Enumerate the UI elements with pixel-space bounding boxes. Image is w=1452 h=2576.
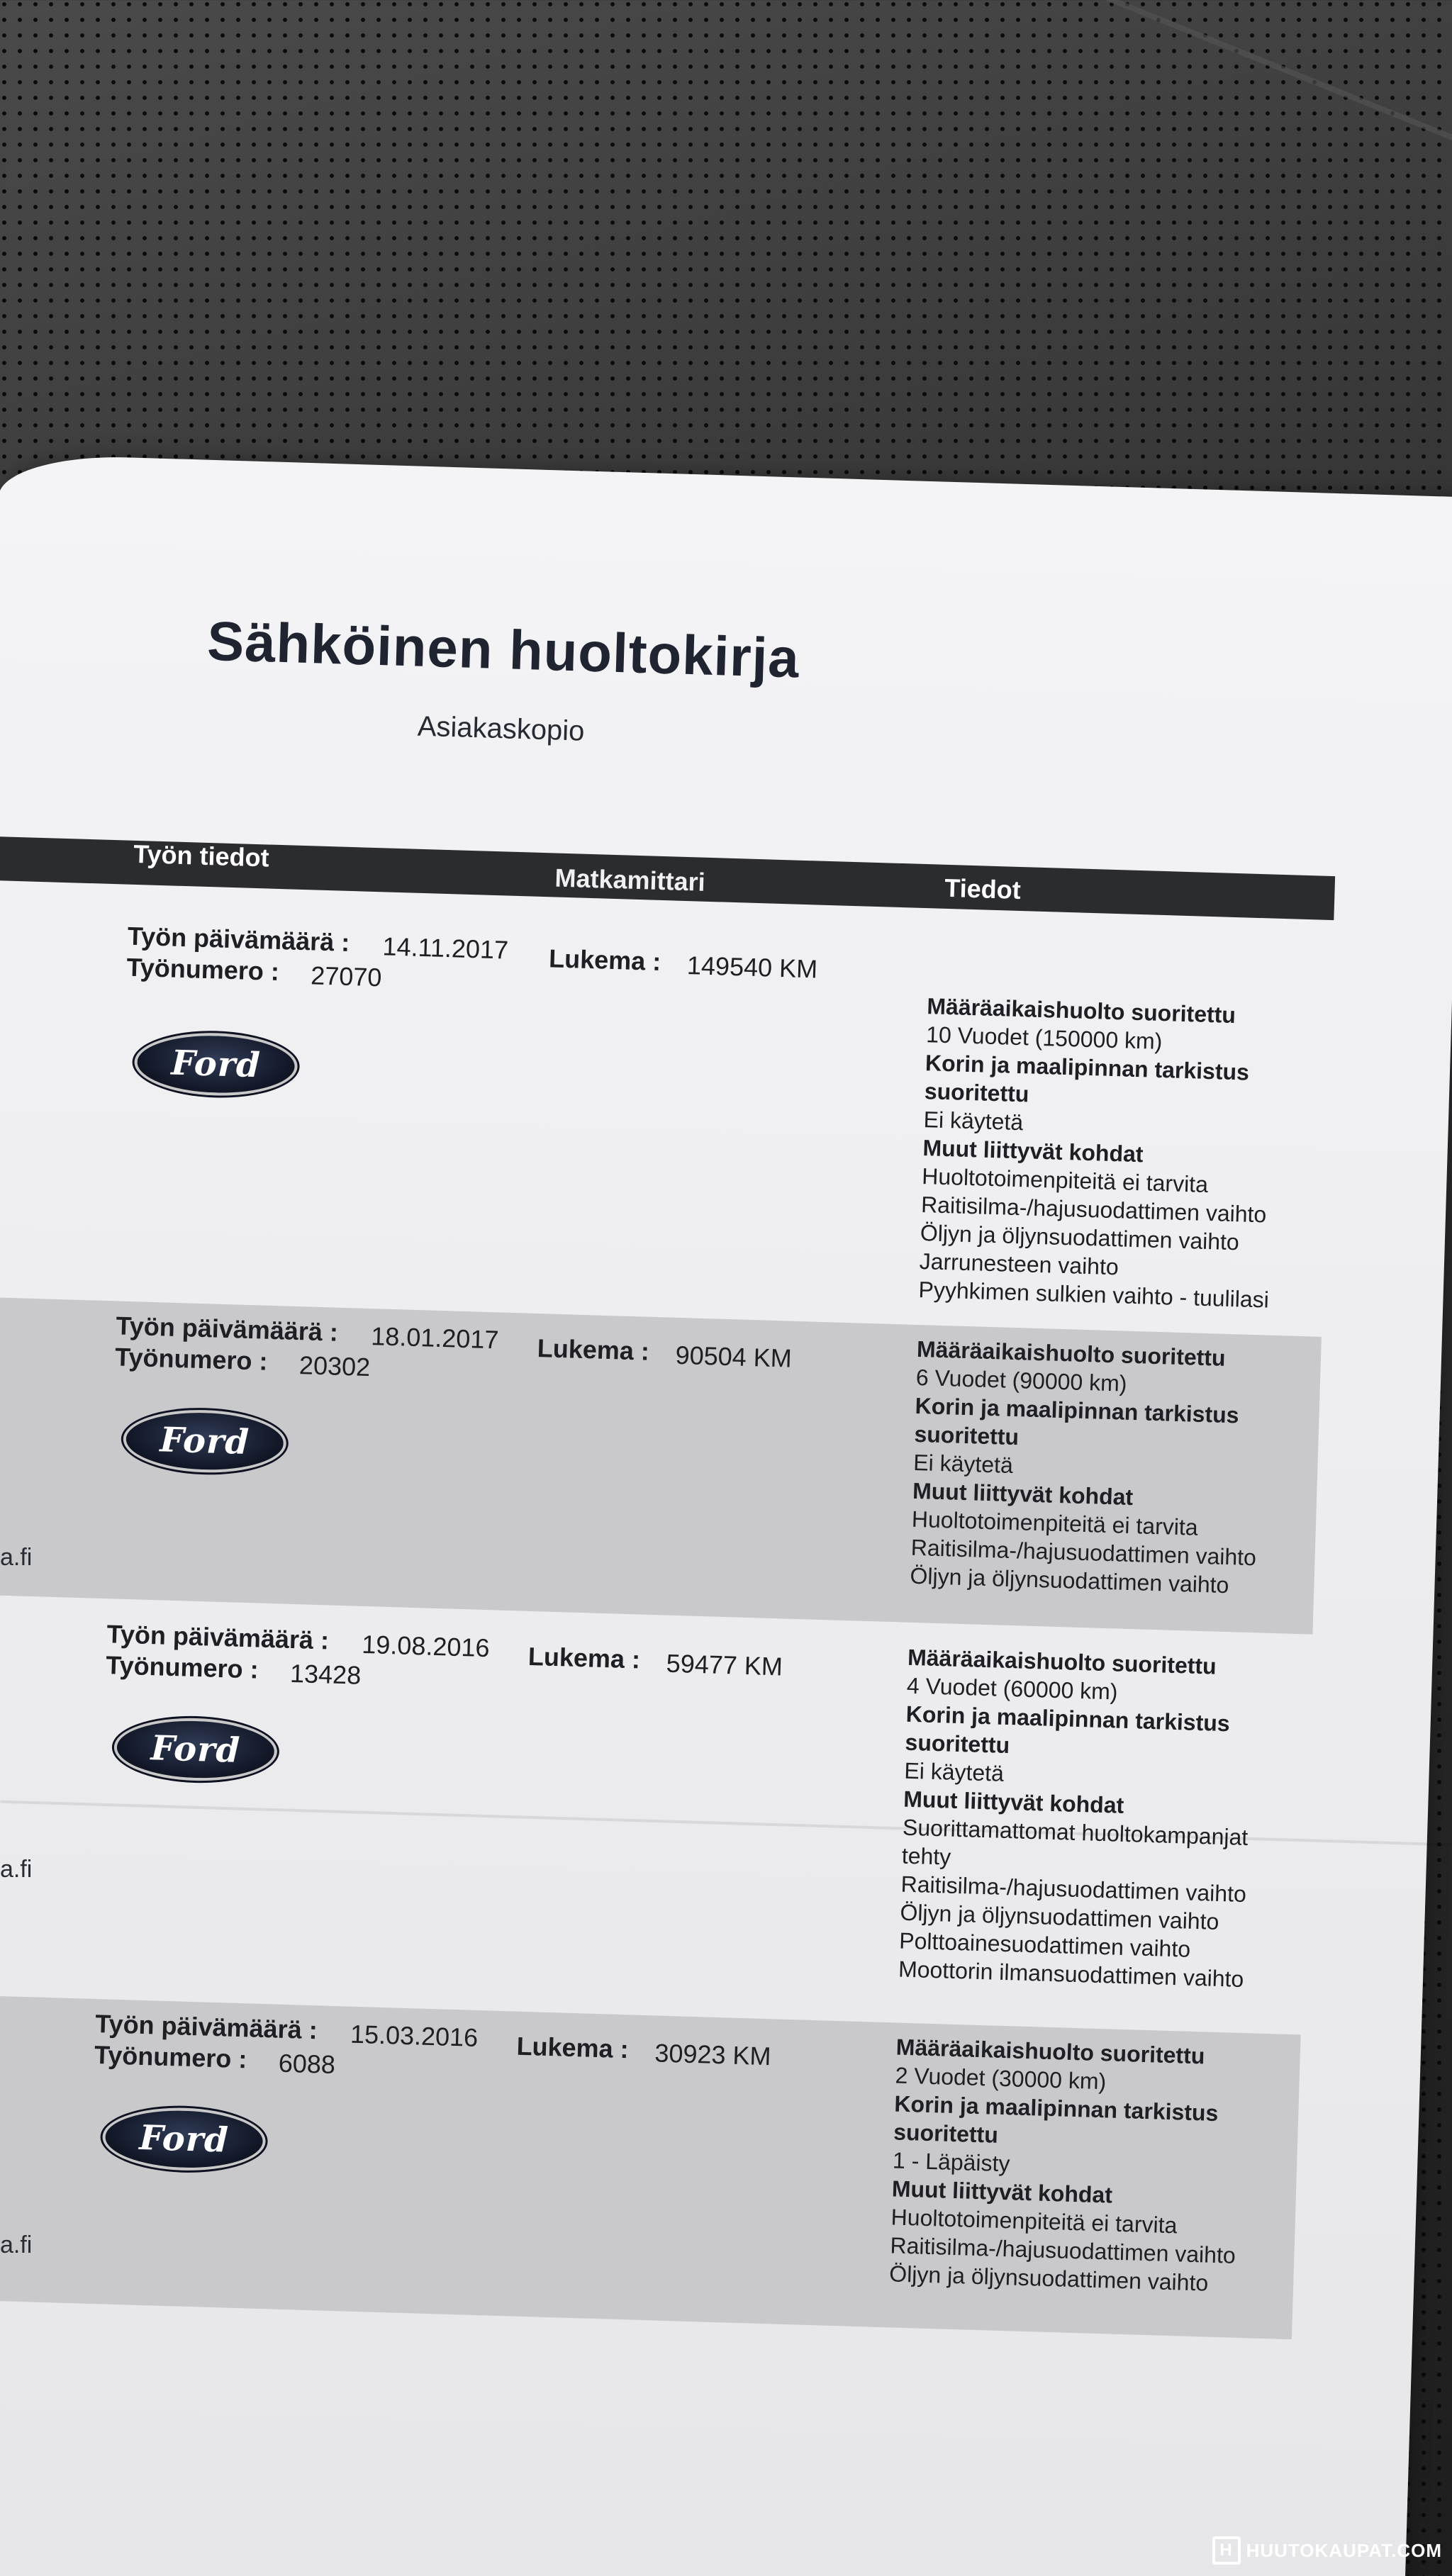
work-date-label: Työn päivämäärä : — [106, 1619, 330, 1655]
service-detail-line: Huoltotoimenpiteitä ei tarvita — [921, 1163, 1209, 1197]
column-header-work: Työn tiedot — [133, 839, 270, 873]
column-header-details: Tiedot — [944, 873, 1022, 905]
work-number-label: Työnumero : — [94, 2039, 247, 2074]
work-date-label: Työn päivämäärä : — [127, 921, 350, 957]
ford-logo: Ford — [123, 1408, 288, 1475]
service-detail-line: Muut liittyvät kohdat — [903, 1786, 1124, 1818]
service-detail-line: Öljyn ja öljynsuodattimen vaihto — [899, 1899, 1219, 1934]
service-detail-line: Määräaikaishuolto suoritettu — [895, 2034, 1205, 2069]
service-detail-line: Muut liittyvät kohdat — [922, 1135, 1144, 1167]
ford-logo: Ford — [133, 1031, 298, 1098]
work-date-value: 14.11.2017 — [382, 931, 509, 965]
service-details — [889, 2032, 1242, 2297]
service-detail-line: Raitisilma-/hajusuodattimen vaihto — [920, 1192, 1267, 1228]
column-header-odometer: Matkamittari — [554, 863, 706, 897]
watermark — [1212, 2536, 1442, 2565]
service-entry — [0, 1605, 1312, 2020]
odometer-reading-value: 149540 KM — [686, 951, 818, 984]
work-number-value: 20302 — [298, 1350, 371, 1382]
service-detail-line: suoritettu — [905, 1729, 1010, 1759]
service-detail-line: Suorittamattomat huoltokampanjat — [902, 1814, 1249, 1851]
service-detail-line: tehty — [901, 1842, 951, 1870]
work-number-value: 27070 — [310, 961, 383, 992]
column-header-bar — [0, 836, 1335, 920]
service-detail-line: Huoltotoimenpiteitä ei tarvita — [890, 2204, 1178, 2239]
service-detail-line: Raitisilma-/hajusuodattimen vaihto — [910, 1534, 1257, 1571]
service-detail-line: Raitisilma-/hajusuodattimen vaihto — [890, 2232, 1236, 2268]
service-detail-line: Öljyn ja öljynsuodattimen vaihto — [910, 1562, 1229, 1598]
service-detail-line: Määräaikaishuolto suoritettu — [926, 993, 1236, 1029]
work-number-value: 6088 — [278, 2048, 336, 2080]
service-detail-line: 6 Vuodet (90000 km) — [915, 1364, 1127, 1396]
service-detail-line: Jarrunesteen vaihto — [919, 1248, 1119, 1280]
service-detail-line: Määräaikaishuolto suoritettu — [907, 1644, 1217, 1679]
service-detail-line: Ei käytetä — [923, 1107, 1024, 1136]
service-detail-line: Korin ja maalipinnan tarkistus — [915, 1392, 1240, 1428]
odometer-reading-label: Lukema : — [516, 2031, 630, 2064]
service-detail-line: Öljyn ja öljynsuodattimen vaihto — [920, 1219, 1240, 1255]
service-detail-line: Öljyn ja öljynsuodattimen vaihto — [888, 2261, 1209, 2296]
service-details — [898, 1643, 1253, 1993]
side-fragment-site-2: a.fi — [0, 1856, 33, 1883]
service-detail-line: 4 Vuodet (60000 km) — [906, 1672, 1119, 1705]
document-subtitle: Asiakaskopio — [417, 710, 586, 747]
service-detail-line: Ei käytetä — [903, 1757, 1005, 1786]
service-entry — [0, 907, 1333, 1323]
service-detail-line: Määräaikaishuolto suoritettu — [916, 1335, 1227, 1371]
work-date-value: 18.01.2017 — [370, 1321, 500, 1355]
ford-logo: Ford — [101, 2105, 267, 2173]
seat-seam — [1047, 0, 1452, 216]
service-detail-line: Muut liittyvät kohdat — [891, 2175, 1113, 2208]
service-detail-line: Muut liittyvät kohdat — [912, 1477, 1134, 1511]
service-detail-line: 1 - Läpäisty — [892, 2147, 1011, 2177]
side-fragment-site-3: a.fi — [0, 2231, 33, 2258]
odometer-reading-value: 90504 KM — [675, 1340, 793, 1373]
odometer-reading-label: Lukema : — [537, 1333, 650, 1366]
service-detail-line: 2 Vuodet (30000 km) — [895, 2062, 1107, 2095]
work-number-label: Työnumero : — [105, 1650, 259, 1684]
work-date-value: 19.08.2016 — [361, 1629, 491, 1663]
work-date-label: Työn päivämäärä : — [94, 2008, 318, 2045]
service-detail-line: Korin ja maalipinnan tarkistus — [893, 2090, 1219, 2126]
service-detail-line: Pyyhkimen sulkien vaihto - tuulilasi — [918, 1276, 1270, 1313]
service-detail-line: Raitisilma-/hajusuodattimen vaihto — [900, 1871, 1247, 1908]
watermark-text: HUUTOKAUPAT.COM — [1246, 2539, 1442, 2561]
service-detail-line: Huoltotoimenpiteitä ei tarvita — [911, 1506, 1199, 1540]
side-fragment-site-1: a.fi — [0, 1544, 33, 1571]
ford-logo: Ford — [113, 1716, 279, 1783]
service-detail-line: suoritettu — [893, 2119, 999, 2148]
auction-house-icon: H — [1212, 2536, 1241, 2565]
service-entry — [0, 1995, 1301, 2339]
work-number-label: Työnumero : — [125, 952, 280, 986]
work-number-label: Työnumero : — [114, 1342, 269, 1376]
service-detail-line: suoritettu — [924, 1078, 1029, 1107]
service-detail-line: Korin ja maalipinnan tarkistus — [905, 1701, 1231, 1737]
service-detail-line: Korin ja maalipinnan tarkistus — [925, 1050, 1250, 1085]
document-title: Sähköinen huoltokirja — [206, 609, 801, 690]
service-detail-line: 10 Vuodet (150000 km) — [925, 1021, 1163, 1054]
service-detail-line: Polttoainesuodattimen vaihto — [898, 1927, 1191, 1962]
service-detail-line: Moottorin ilmansuodattimen vaihto — [898, 1956, 1244, 1992]
service-details — [910, 1335, 1263, 1600]
service-detail-line: Ei käytetä — [912, 1449, 1014, 1479]
odometer-reading-label: Lukema : — [527, 1641, 641, 1674]
odometer-reading-value: 59477 KM — [666, 1648, 783, 1681]
work-date-value: 15.03.2016 — [350, 2019, 479, 2052]
odometer-reading-label: Lukema : — [548, 943, 661, 976]
work-number-value: 13428 — [289, 1658, 362, 1690]
service-record-sheet — [0, 454, 1452, 2576]
service-entry — [0, 1297, 1322, 1634]
service-details — [918, 992, 1278, 1314]
work-date-label: Työn päivämäärä : — [115, 1311, 339, 1347]
service-detail-line: suoritettu — [914, 1421, 1020, 1450]
odometer-reading-value: 30923 KM — [654, 2038, 772, 2071]
